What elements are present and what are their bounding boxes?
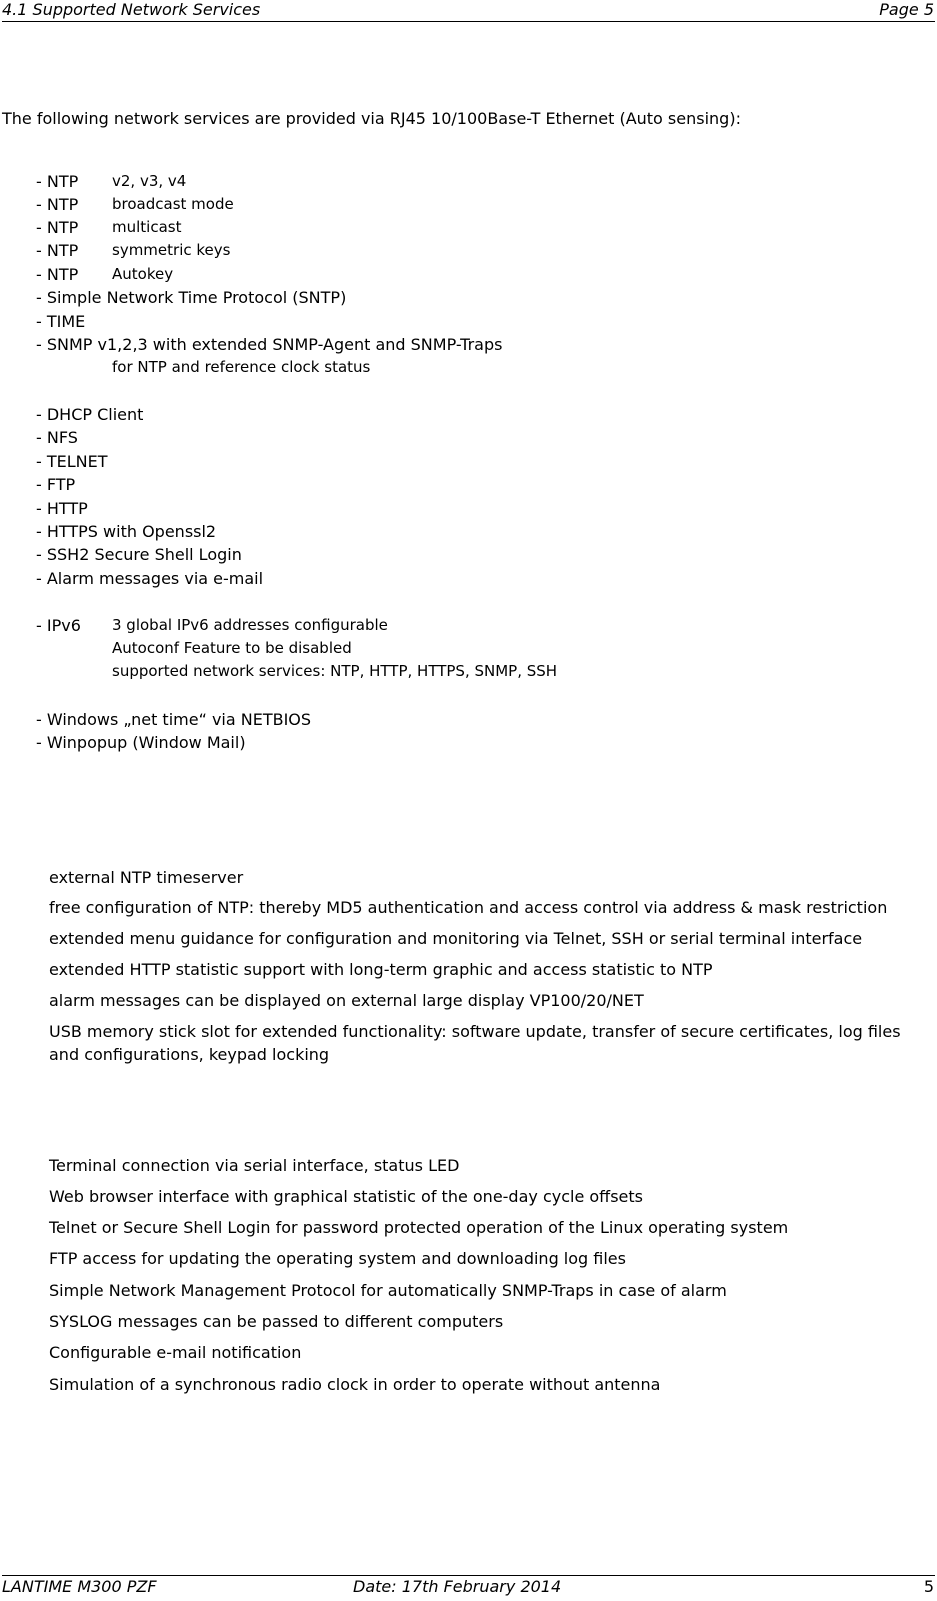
- intro-paragraph: The following network services are provided via RJ45 10/100Base-T Ethernet (Auto sensing):: [2, 109, 741, 128]
- header-page-label: Page 5: [879, 0, 934, 19]
- list-item: - TELNET: [36, 452, 108, 471]
- list-item: free configuration of NTP: thereby MD5 authentication and access control via address & mask restriction: [49, 898, 888, 917]
- list-item: - DHCP Client: [36, 405, 144, 424]
- list-item: - HTTP: [36, 499, 88, 518]
- list-item: - SNMP v1,2,3 with extended SNMP-Agent and SNMP-Traps: [36, 335, 503, 354]
- list-item: Simulation of a synchronous radio clock in order to operate without antenna: [49, 1375, 661, 1394]
- list-item: - Winpopup (Window Mail): [36, 733, 246, 752]
- list-item: extended HTTP statistic support with long-term graphic and access statistic to NTP: [49, 960, 713, 979]
- list-item: - Windows „net time“ via NETBIOS: [36, 710, 312, 729]
- list-item: SYSLOG messages can be passed to different computers: [49, 1312, 504, 1331]
- footer-page-number: 5: [923, 1577, 934, 1596]
- list-item: and configurations, keypad locking: [49, 1045, 330, 1064]
- list-item: extended menu guidance for configuration and monitoring via Telnet, SSH or serial terminal interface: [49, 929, 863, 948]
- list-item: - TIME: [36, 312, 86, 331]
- list-item: Telnet or Secure Shell Login for password protected operation of the Linux operating system: [49, 1218, 789, 1237]
- list-item: - HTTPS with Openssl2: [36, 522, 217, 541]
- ipv6-line: 3 global IPv6 addresses configurable: [112, 616, 388, 634]
- list-item: - Simple Network Time Protocol (SNTP): [36, 288, 347, 307]
- footer-rule: [2, 1575, 935, 1576]
- list-item: external NTP timeserver: [49, 868, 244, 887]
- list-item: - NTP Autokey: [36, 265, 174, 284]
- list-item: - SSH2 Secure Shell Login: [36, 545, 242, 564]
- list-item: USB memory stick slot for extended functionality: software update, transfer of secure certificates, log files: [49, 1022, 901, 1041]
- footer-product: LANTIME M300 PZF: [2, 1577, 157, 1596]
- list-item: Configurable e-mail notification: [49, 1343, 302, 1362]
- ipv6-line: supported network services: NTP, HTTP, HTTPS, SNMP, SSH: [112, 662, 558, 680]
- list-item: - IPv6: [36, 616, 81, 635]
- snmp-continuation: for NTP and reference clock status: [112, 358, 371, 376]
- list-item: FTP access for updating the operating system and downloading log files: [49, 1249, 626, 1268]
- list-item: - NTP v2, v3, v4: [36, 172, 187, 191]
- ipv6-line: Autoconf Feature to be disabled: [112, 639, 352, 657]
- list-item: - Alarm messages via e-mail: [36, 569, 264, 588]
- header-rule: [2, 21, 935, 22]
- list-item: Web browser interface with graphical statistic of the one-day cycle offsets: [49, 1187, 643, 1206]
- list-item: - FTP: [36, 475, 76, 494]
- footer-date: Date: 17th February 2014: [353, 1577, 562, 1596]
- header-section-title: 4.1 Supported Network Services: [2, 0, 261, 19]
- list-item: - NTP symmetric keys: [36, 241, 231, 260]
- list-item: - NTP broadcast mode: [36, 195, 234, 214]
- list-item: Simple Network Management Protocol for automatically SNMP-Traps in case of alarm: [49, 1281, 727, 1300]
- list-item: - NTP multicast: [36, 218, 182, 237]
- list-item: alarm messages can be displayed on external large display VP100/20/NET: [49, 991, 644, 1010]
- list-item: - NFS: [36, 428, 78, 447]
- list-item: Terminal connection via serial interface, status LED: [49, 1156, 460, 1175]
